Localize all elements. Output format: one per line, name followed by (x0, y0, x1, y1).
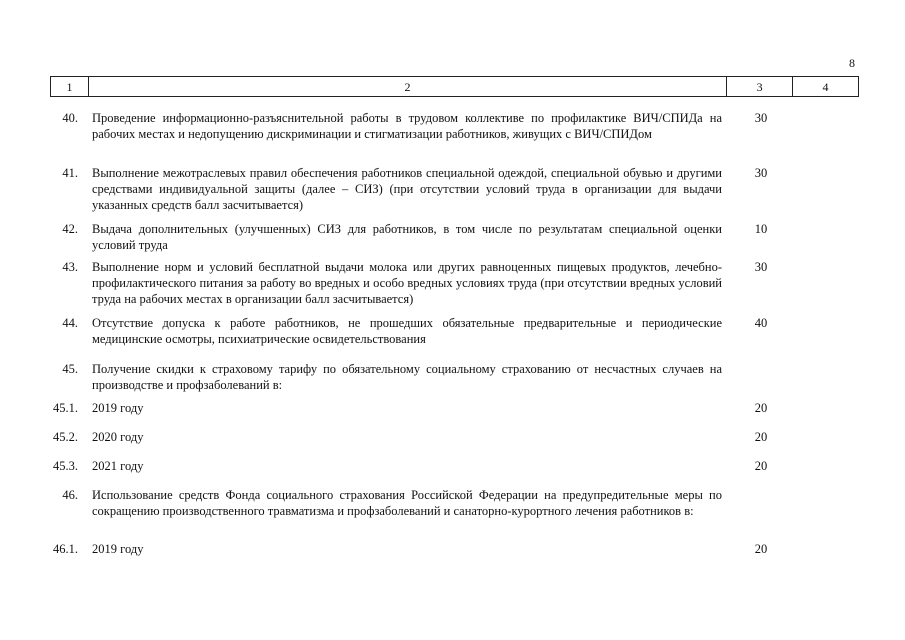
item-number: 45.2. (53, 430, 78, 444)
item-text: Выдача дополнительных (улучшенных) СИЗ для работников, в том числе по результатам специальной оценки условий труда (92, 222, 722, 252)
item-number: 42. (62, 222, 78, 236)
page-number: 8 (849, 56, 855, 70)
item-text: 2020 году (92, 430, 144, 444)
column-header-table (50, 76, 859, 97)
item-number: 45.3. (53, 459, 78, 473)
item-number: 40. (62, 111, 78, 125)
item-text: 2021 году (92, 459, 144, 473)
item-text: 2019 году (92, 401, 144, 415)
item-score: 10 (754, 222, 768, 236)
item-text: 2019 году (92, 542, 144, 556)
item-score: 20 (754, 459, 768, 473)
item-text: Проведение информационно-разъяснительной работы в трудовом коллективе по профилактике ВИЧ/СПИДа на рабочих местах и недопущению дискриминации и стигматизации работников, живущих с ВИЧ/СПИДом (92, 111, 722, 141)
item-number: 45. (62, 362, 78, 376)
item-number: 41. (62, 166, 78, 180)
item-number: 44. (62, 316, 78, 330)
item-number: 46.1. (53, 542, 78, 556)
column-header-3: 3 (727, 77, 793, 97)
item-number: 45.1. (53, 401, 78, 415)
item-number: 46. (62, 488, 78, 502)
item-score: 30 (754, 111, 768, 125)
item-text: Получение скидки к страховому тарифу по обязательному социальному страхованию от несчастных случаев на производстве и профзаболеваний в: (92, 362, 722, 392)
item-text: Отсутствие допуска к работе работников, не прошедших обязательные предварительные и периодические медицинские осмотры, психиатрические освидетельствования (92, 316, 722, 346)
item-score: 20 (754, 542, 768, 556)
item-score: 20 (754, 401, 768, 415)
item-number: 43. (62, 260, 78, 274)
item-score: 30 (754, 166, 768, 180)
item-text: Использование средств Фонда социального страхования Российской Федерации на предупредительные меры по сокращению производственного травматизма и профзаболеваний и санаторно-курортного лечения работников в: (92, 488, 722, 518)
column-header-1: 1 (51, 77, 89, 97)
item-text: Выполнение межотраслевых правил обеспечения работников специальной одеждой, специальной обувью и другими средствами индивидуальной защиты (далее – СИЗ) (при отсутствии условий труда в организации для выдачи указанных средств балл засчитывается) (92, 166, 722, 212)
column-header-4: 4 (793, 77, 859, 97)
item-score: 40 (754, 316, 768, 330)
column-header-2: 2 (88, 77, 726, 97)
item-text: Выполнение норм и условий бесплатной выдачи молока или других равноценных пищевых продуктов, лечебно-профилактического питания за работу во вредных и особо вредных условиях труда (при отсутствии вредных условий труда на рабочих местах в организации балл засчитывается) (92, 260, 722, 306)
item-score: 30 (754, 260, 768, 274)
item-score: 20 (754, 430, 768, 444)
